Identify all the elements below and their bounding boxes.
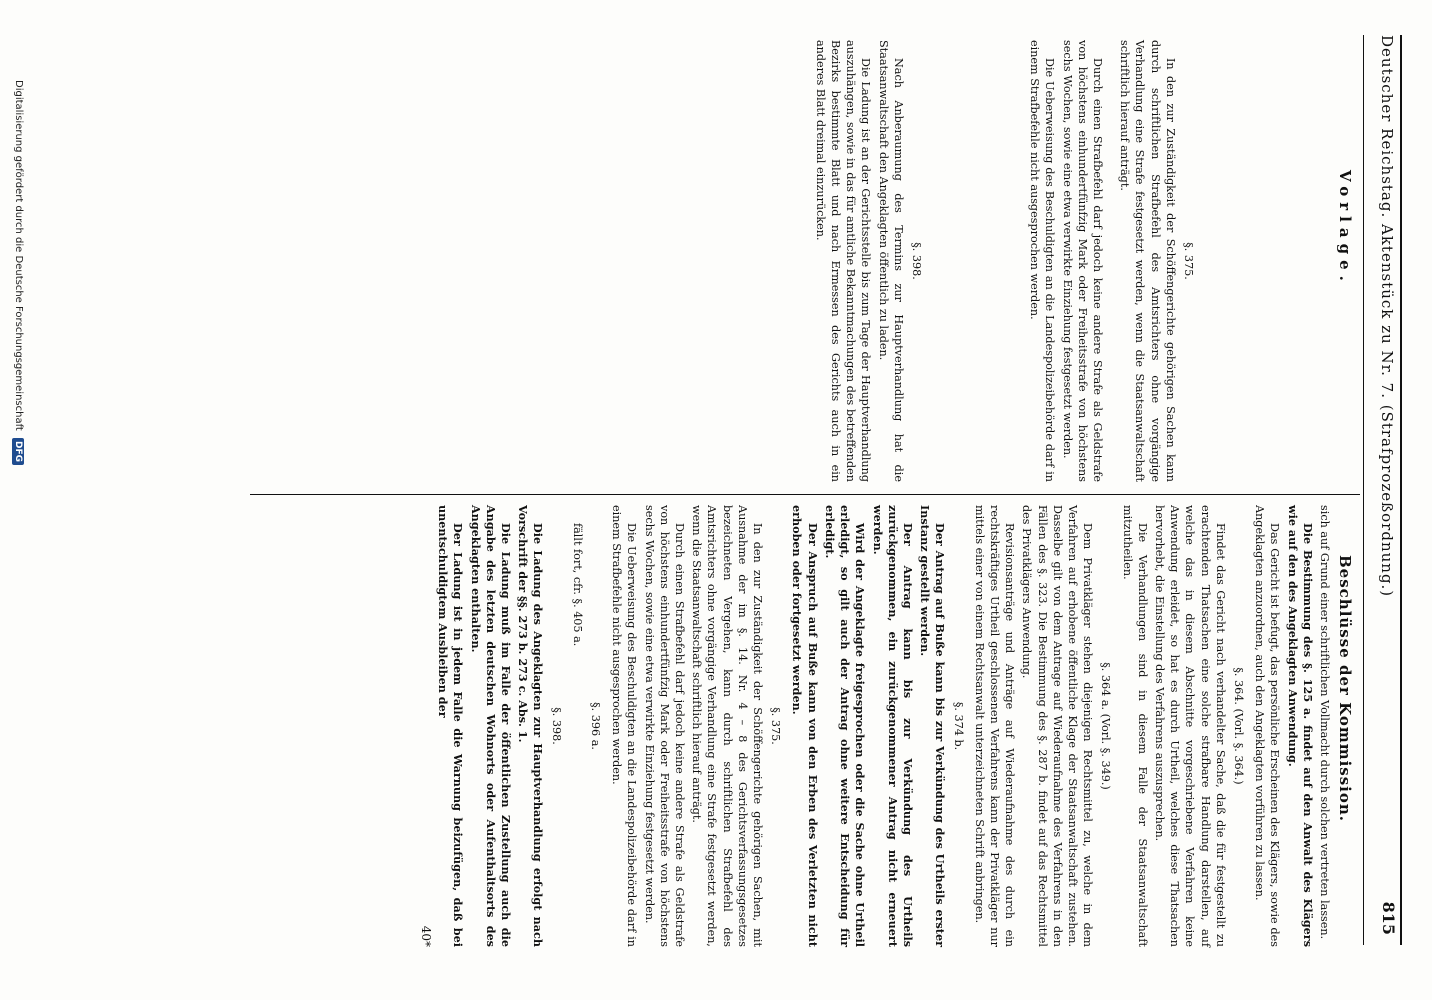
paragraph: Die Ueberweisung des Beschuldigten an die Landespolizeibehörde darf in einem Strafbefehle nicht ausgesprochen werden. [610,505,639,947]
section-heading: §. 375. [769,707,783,745]
section-heading: §. 396 a. [589,702,603,750]
paragraph: Der Anspruch auf Buße kann von den Erben des Verletzten nicht erhoben oder fortgesetzt werden. [790,505,820,947]
paragraph: Der Antrag auf Buße kann bis zur Verkündung des Urtheils erster Instanz gestellt werden. [918,505,948,947]
dfg-logo: DFG [12,438,24,465]
paragraph: Durch einen Strafbefehl darf jedoch keine andere Strafe als Geldstrafe von höchstens einhundertfünfzig Mark oder Freiheitsstrafe von höchstens sechs Wochen, sowie eine etwa verwirkte Einziehung festgesetzt werden. [1060,40,1104,482]
section-heading: §. 398. [549,707,563,745]
paragraph: Der Ladung ist in jedem Falle die Warnung beizufügen, daß bei unentschuldigtem Ausbleiben der [436,505,466,947]
section-heading: §. 375. [1182,242,1195,280]
paragraph: In den zur Zuständigkeit der Schöffengerichte gehörigen Sachen kann durch schriftlichen Strafbefehl des Amtsrichters ohne vorgängige Verhandlung eine Strafe festgesetzt werden, wenn die Staatsanwaltschaft schriftlich hierauf anträgt. [1118,40,1177,482]
digitization-credit [4,80,24,980]
column-divider [250,494,1360,495]
paragraph: fällt fort, cfr. §. 405 a. [570,523,584,647]
page-header [1368,35,1402,935]
paragraph: Revisionsanträge und Anträge auf Wiederaufnahme des durch ein rechtskräftiges Urtheil geschlossenen Verfahrens kann der Privatkläger nur mittels einer von einem Rechtsanwalt unterzeichneten Schrift anbringen. [972,505,1017,947]
paragraph: Durch einen Strafbefehl darf jedoch keine andere Strafe als Geldstrafe von höchstens einhundertfünfzig Mark oder Freiheitsstrafe von höchstens sechs Wochen, sowie eine etwa verwirkte Einziehung festgesetzt werden. [642,505,687,947]
paragraph: Die Ladung ist an der Gerichtsstelle bis zum Tage der Hauptverhandlung auszuhängen, sowie in das für amtliche Bekanntmachungen des betreffenden Bezirks bestimmte Blatt und nach Ermessen des Gerichts auch in ein anderes Blatt dreimal einzurücken. [813,40,873,482]
paragraph: Die Bestimmung des §. 125 a. findet auf den Anwalt des Klägers wie auf den des Angeklagten Anwendung. [1285,505,1315,947]
header-title: Deutscher Reichstag. Aktenstück zu Nr. 7. (Strafprozeßordnung.) [1378,35,1396,598]
paragraph: Die Verhandlungen sind in diesem Falle der Staatsanwaltschaft mitzutheilen. [1120,505,1149,947]
right-column-title: Beschlüsse der Kommission. [1336,555,1354,822]
right-column [418,505,1332,947]
left-column [811,40,1332,482]
paragraph: sich auf Grund einer schriftlichen Vollmacht durch solchen vertreten lassen. [1318,505,1331,940]
paragraph: Die Ladung muß im Falle der öffentlichen Zustellung auch die Angabe des letzten deutschen Wohnorts oder Aufenthaltsorts des Angeklagten enthalten. [468,505,514,947]
paragraph: Die Ueberweisung des Beschuldigten an die Landespolizeibehörde darf in einem Strafbefehle nicht ausgesprochen werden. [1028,40,1057,482]
paragraph: Findet das Gericht nach verhandelter Sache, daß die für festgestellt zu erachtenden Thatsachen eine solche strafbare Handlung darstellen, auf welche das in diesem Abschnitte vorgeschriebene Verfahren keine Anwendung erleidet, so hat es durch Urtheil, welches diese Thatsachen hervorhebt, die Einstellung des Verfahrens auszusprechen. [1152,505,1227,947]
header-rule-bottom [1363,35,1364,945]
section-heading: §. 364 a. (Vorl. §. 349.) [1099,662,1113,790]
paragraph: Der Antrag kann bis zur Verkündung des Urtheils zurückgenommen, ein zurückgenommener Antrag nicht erneuert werden. [870,505,915,947]
section-heading: §. 398. [909,242,923,280]
paragraph: In den zur Zuständigkeit der Schöffengerichte gehörigen Sachen, mit Ausnahme der im §. 14. Nr. 4 – 8 des Gerichtsverfassungsgesetzes bezeichneten Vergehen, kann durch schriftlichen Strafbefehl des Amtsrichters ohne vorgängige Verhandlung eine Strafe festgesetzt werden, wenn die Staatsanwaltschaft schriftlich hierauf anträgt. [690,505,765,947]
paragraph: Das Gericht ist befugt, das persönliche Erscheinen des Klägers, sowie des Angeklagten anzuordnen, auch den Angeklagten vorführen zu lassen. [1253,505,1282,947]
credit-text: Digitalisierung gefördert durch die Deutsche Forschungsgemeinschaft [13,80,24,431]
signature-mark: 40* [419,925,434,947]
paragraph: Nach Anberaumung des Termins zur Hauptverhandlung hat die Staatsanwaltschaft den Angeklagten öffentlich zu laden. [876,40,905,482]
section-heading: §. 374 b. [951,701,965,751]
section-heading: §. 364. (Vorl. §. 364.) [1231,667,1245,785]
paragraph: Wird der Angeklagte freigesprochen oder die Sache ohne Urtheil erledigt, so gilt auch der Antrag ohne weitere Entscheidung für erledigt. [822,505,868,947]
paragraph: Dem Privatkläger stehen diejenigen Rechtsmittel zu, welche in dem Verfahren auf erhobene öffentliche Klage der Staatsanwaltschaft zustehen. Dasselbe gilt von dem Antrage auf Wiederaufnahme des Verfahrens in den Fällen des §. 323. Die Bestimmung des §. 287 b. findet auf das Rechtsmittel des Privatklägers Anwendung. [1020,505,1095,947]
left-column-title: Vorlage. [1336,170,1354,287]
page-number: 815 [1379,901,1398,935]
paragraph: Die Ladung des Angeklagten zur Hauptverhandlung erfolgt nach Vorschrift der §§. 273 b. 273 c. Abs. 1. [516,505,546,947]
